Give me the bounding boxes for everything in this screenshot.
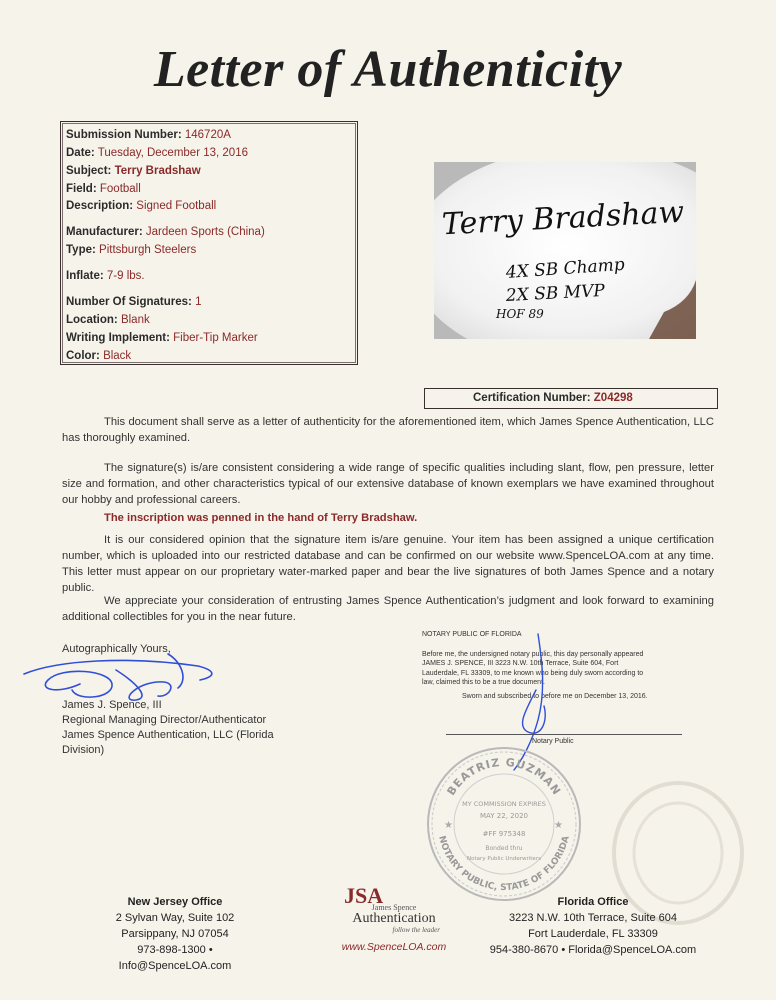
notary-line-label: Notary Public [532,738,574,745]
detail-inflate: Inflate: 7-9 lbs. [66,270,145,282]
seal-number: #FF 975348 [482,830,526,838]
seal-expires: MAY 22, 2020 [480,812,528,820]
nj-office [90,894,260,974]
seal-bonded: Bonded thru [485,845,523,852]
seal-state: NOTARY PUBLIC, STATE OF FLORIDA [436,834,572,894]
fl-office-contact: 954-380-8670 • Florida@SpenceLOA.com [489,944,697,956]
nj-office-address-2: Parsippany, NJ 07054 [121,928,229,940]
closing-text: Autographically Yours, [62,643,171,655]
nj-office-address-1: 2 Sylvan Way, Suite 102 [115,912,235,924]
paragraph-4: We appreciate your consideration of entrusting James Spence Authentication’s judgment and look forward to examining additional collectibles for you in the near future. [62,595,714,623]
inscription-line-1: Terry Bradshaw [441,194,685,243]
signer-title: Regional Managing Director/Authenticator [62,714,267,726]
fl-office-address-1: 3223 N.W. 10th Terrace, Suite 604 [509,912,677,924]
detail-writing-implement: Writing Implement: Fiber-Tip Marker [66,332,258,344]
seal-underwriters: Notary Public Underwriters [467,856,541,862]
signed-football-image [434,162,696,339]
fl-office-name: Florida Office [557,896,629,908]
detail-description: Description: Signed Football [66,200,217,212]
detail-date: Date: Tuesday, December 13, 2016 [66,147,248,159]
notary-seal [424,744,584,904]
detail-location: Location: Blank [66,314,150,326]
signer-name: James J. Spence, III [62,699,162,711]
inscription-line-2: 4X SB Champ [505,254,626,284]
detail-subject: Subject: Terry Bradshaw [66,165,201,177]
certification-label: Certification Number: [473,392,591,404]
seal-star-right-icon: ★ [554,820,563,831]
notary-signature-line [446,734,682,735]
notary-section [422,630,722,701]
notary-sworn: Sworn and subscribed to before me on December 13, 2016. [462,692,648,700]
logo-url: www.SpenceLOA.com [341,941,447,953]
signer-company: James Spence Authentication, LLC (Florida [62,729,274,741]
certification-number-box [424,388,718,409]
seal-name: BEATRIZ GUZMAN [444,755,564,798]
detail-submission-number: Submission Number: 146720A [66,129,231,141]
detail-manufacturer: Manufacturer: Jardeen Sports (China) [66,226,265,238]
notary-heading: NOTARY PUBLIC OF FLORIDA [422,631,522,638]
seal-star-left-icon: ★ [444,820,453,831]
detail-number-of-signatures: Number Of Signatures: 1 [66,296,202,308]
svg-text:BEATRIZ GUZMAN [445,756,564,798]
item-photo [434,162,696,339]
signer-block [62,698,274,758]
signer-division: Division) [62,744,105,756]
nj-office-name: New Jersey Office [127,896,223,908]
nj-office-contact: 973-898-1300 • Info@SpenceLOA.com [118,944,232,972]
paragraph-2: The signature(s) is/are consistent considering a wide range of specific qualities including slant, flow, pen pressure, letter size and formation, and other characteristics typical of our extensive database of known exemplars we have examined throughout our hobby and professional careers. [62,462,714,506]
inscription-statement: The inscription was penned in the hand of Terry Bradshaw. [104,512,418,524]
detail-field: Field: Football [66,183,141,195]
jsa-logo [334,883,454,954]
logo-tagline: follow the leader [392,926,440,934]
inscription-line-4: HOF 89 [496,307,544,321]
detail-type: Type: Pittsburgh Steelers [66,244,197,256]
page-title: Letter of Authenticity [153,41,623,98]
fl-office [478,894,708,958]
detail-color: Color: Black [66,350,132,362]
fl-office-address-2: Fort Lauderdale, FL 33309 [528,928,658,940]
inscription-line-3: 2X SB MVP [505,280,606,307]
logo-mark: JSA [344,883,384,908]
paragraph-1: This document shall serve as a letter of authenticity for the aforementioned item, which James Spence Authentication, LLC has thoroughly examined. [62,416,714,444]
logo-line2: Authentication [352,911,436,926]
paragraph-3: It is our considered opinion that the signature item is/are genuine. Your item has been assigned a unique certification number, which is uploaded into our restricted database and can be confirmed on our website www.SpenceLOA.com at any time. This letter must appear on our proprietary water-marked paper and bear the live signatures of both James Spence and a notary public. [62,534,714,594]
logo-line1: James Spence [371,903,417,912]
certification-number: Z04298 [593,392,633,404]
notary-body: Before me, the undersigned notary public, this day personally appeared JAMES J. SPENCE, III 3223 N.W. 10th Terrace, Suite 604, Fort Lauderdale, FL 33309, to me known who being duly sworn according to law, claimed this to be a true document. [422,650,644,686]
seal-commission: MY COMMISSION EXPIRES [462,800,546,808]
